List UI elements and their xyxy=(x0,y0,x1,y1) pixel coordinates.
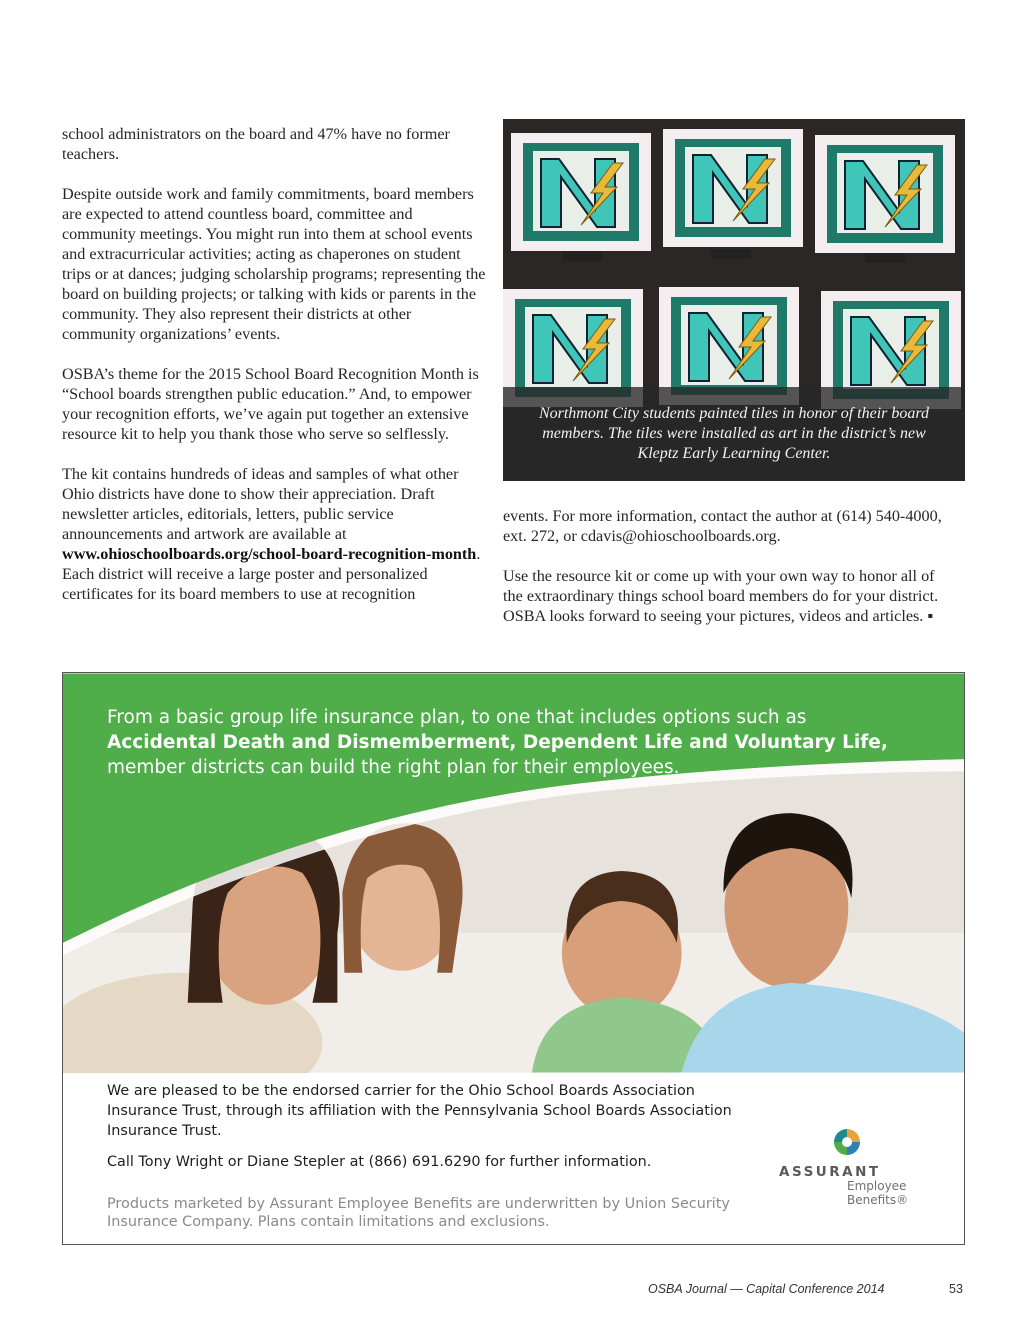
ad-headline-emphasis: Accidental Death and Dismemberment, Dependent Life and Voluntary Life, xyxy=(107,732,888,753)
paragraph: events. For more information, contact the author at (614) 540-4000, ext. 272, or cdavis@ohioschoolboards.org. xyxy=(503,507,942,545)
ad-headline xyxy=(107,705,907,780)
assurant-logo-icon xyxy=(833,1128,861,1156)
resource-kit-link[interactable]: www.ohioschoolboards.org/school-board-recognition-month xyxy=(62,545,477,563)
running-footer: OSBA Journal — Capital Conference 2014 xyxy=(648,1282,885,1296)
article-right-column xyxy=(503,506,943,646)
ad-fine-print: Products marketed by Assurant Employee Benefits are underwritten by Union Security Insurance Company. Plans contain limitations and exclusions. xyxy=(107,1196,730,1230)
paragraph-kit xyxy=(62,464,487,604)
insurance-advertisement xyxy=(62,672,965,1245)
logo-wordmark: ASSURANT xyxy=(779,1164,881,1180)
photo-caption: Northmont City students painted tiles in honor of their board members. The tiles were installed as art in the district’s new Kleptz Early Learning Center. xyxy=(503,387,965,481)
ad-body-text: We are pleased to be the endorsed carrier for the Ohio School Boards Association Insurance Trust, through its affiliation with the Pennsylvania School Boards Association Insurance Trust. xyxy=(107,1083,732,1139)
logo-subtitle-line: Employee xyxy=(847,1179,907,1193)
ad-headline-line: From a basic group life insurance plan, to one that includes options such as xyxy=(107,707,807,728)
article-left-column xyxy=(62,124,487,624)
paragraph: school administrators on the board and 47% have no former teachers. xyxy=(62,125,450,163)
logo-subtitle-line: Benefits® xyxy=(847,1193,909,1207)
ad-headline-line: member districts can build the right plan for their employees. xyxy=(107,757,680,778)
assurant-logo xyxy=(779,1128,919,1218)
tiles-photo xyxy=(503,119,965,481)
kit-text-before: The kit contains hundreds of ideas and samples of what other Ohio districts have done to show their appreciation. Draft newsletter articles, editorials, letters, public service announcements and artwork are available at xyxy=(62,465,459,543)
logo-subtitle xyxy=(847,1179,908,1207)
paragraph: Use the resource kit or come up with your own way to honor all of the extraordinary things school board members do for your district. OSBA looks forward to seeing your pictures, videos and articles. ▪ xyxy=(503,567,939,625)
kit-text-after: . Each district will receive a large poster and personalized certificates for its board members to use at recognition xyxy=(62,545,481,603)
paragraph: Despite outside work and family commitments, board members are expected to attend countless board, committee and community meetings. You might run into them at school events and extracurricular activities; acting as chaperones on student trips or at dances; judging scholarship programs; representing the board on building projects; or talking with kids or parents in the community. They also represent their districts at other community organizations’ events. xyxy=(62,185,486,343)
paragraph: OSBA’s theme for the 2015 School Board Recognition Month is “School boards strengthen public education.” And, to empower your recognition efforts, we’ve again put together an extensive resource kit to help you thank those who serve so selflessly. xyxy=(62,365,479,443)
ad-contact-text: Call Tony Wright or Diane Stepler at (866) 691.6290 for further information. xyxy=(107,1154,652,1170)
page-number: 53 xyxy=(949,1282,963,1296)
